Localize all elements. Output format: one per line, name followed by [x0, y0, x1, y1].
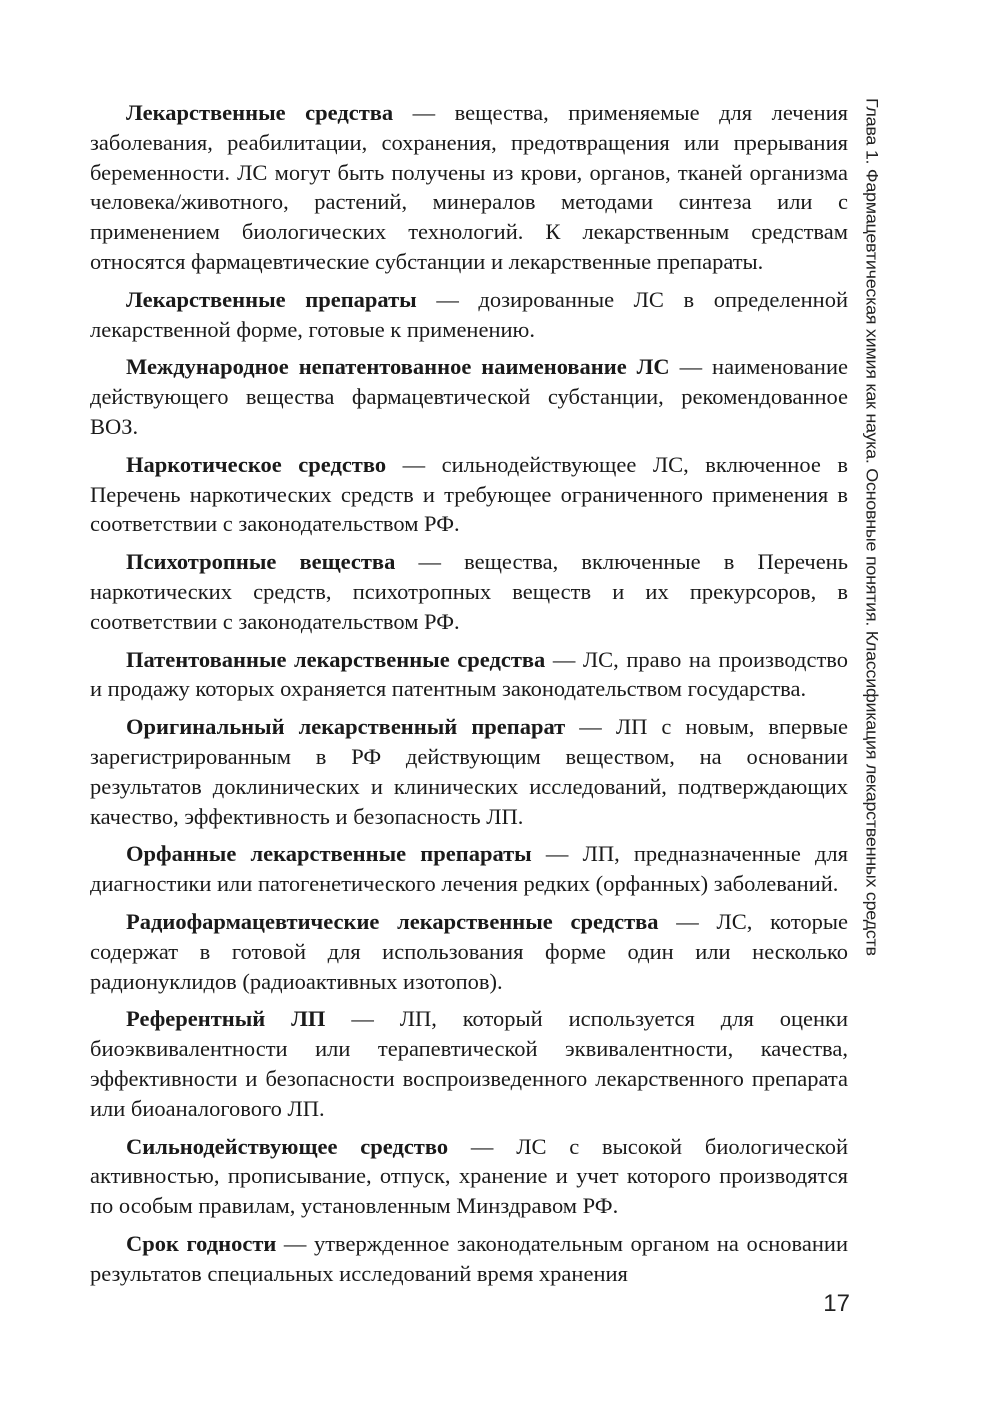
definition: — дозированные ЛС в определенной лекарственной форме, готовые к применению.: [90, 286, 848, 342]
definition-entry: [90, 450, 848, 539]
term: Лекарственные средства: [126, 100, 394, 125]
term: Оригинальный лекарственный препарат: [126, 714, 566, 740]
term: Международное непатентованное наименование ЛС: [126, 354, 670, 380]
term: Лекарственные препараты: [126, 286, 417, 312]
definition: — наименование действующего вещества фармацевтической субстанции, рекомендованное ВОЗ.: [90, 354, 848, 439]
term: Патентованные лекарственные средства: [126, 646, 546, 672]
page-number: 17: [823, 1290, 850, 1317]
definition-entry: [90, 645, 848, 705]
definition: — ЛП, который используется для оценки биоэквивалентности или терапевтической эквивалентности, качества, эффективности и безопасности воспроизведенного лекарственного препарата или биоаналогового ЛП.: [90, 1006, 848, 1121]
term: Сильнодействующее средство: [126, 1133, 449, 1159]
term: Радиофармацевтические лекарственные средства: [126, 908, 659, 934]
definition-entry: [90, 839, 848, 899]
definition: — ЛС, право на производство и продажу которых охраняется патентным законодательством государства.: [90, 646, 848, 702]
term: Наркотическое средство: [126, 451, 387, 477]
definition-entry: [90, 547, 848, 636]
term: Психотропные вещества: [126, 549, 396, 575]
definition: — ЛП с новым, впервые зарегистрированным в РФ действующим веществом, на основании результатов доклинических и клинических исследований, подтверждающих качество, эффективность и безопасность ЛП.: [90, 714, 848, 829]
definition-entry: [90, 712, 848, 831]
definition: — ЛС, которые содержат в готовой для использования форме один или несколько радионуклидов (радиоактивных изотопов).: [90, 908, 849, 994]
definition: — ЛС с высокой биологической активностью, прописывание, отпуск, хранение и учет которого производятся по особым правилам, установленным Минздравом РФ.: [90, 1133, 849, 1219]
definition: — вещества, включенные в Перечень наркотических средств, психотропных веществ и их прекурсоров, в соответствии с законодательством РФ.: [90, 549, 848, 634]
definition-entry: [90, 285, 848, 345]
definition: — сильнодействующее ЛС, включенное в Перечень наркотических средств и требующее ограниченного применения в соответствии с законодательством РФ.: [90, 451, 848, 537]
definition-entry: [90, 1004, 848, 1123]
term: Референтный ЛП: [126, 1006, 326, 1032]
running-header: Глава 1. Фармацевтическая химия как наука. Основные понятия. Классификация лекарственных средств: [862, 98, 882, 956]
term: Срок годности: [126, 1230, 277, 1256]
page-body: [90, 98, 848, 1296]
definition-entry: [90, 98, 848, 277]
term: Орфанные лекарственные препараты: [126, 841, 532, 867]
definition-entry: [90, 1229, 848, 1289]
definition: — вещества, применяемые для лечения заболевания, реабилитации, сохранения, предотвращения или прерывания беременности. ЛС могут быть получены из крови, органов, тканей организма человека/животного, растений, минералов методами синтеза или с применением биологических технологий. К лекарственным средствам относятся фармацевтические субстанции и лекарственные препараты.: [90, 100, 848, 274]
definition: — ЛП, предназначенные для диагностики или патогенетического лечения редких (орфанных) заболеваний.: [90, 841, 848, 897]
definition-entry: [90, 1132, 848, 1221]
definition-entry: [90, 907, 848, 996]
definition-entry: [90, 352, 848, 441]
definition: — утвержденное законодательным органом на основании результатов специальных исследований время хранения: [90, 1230, 848, 1286]
